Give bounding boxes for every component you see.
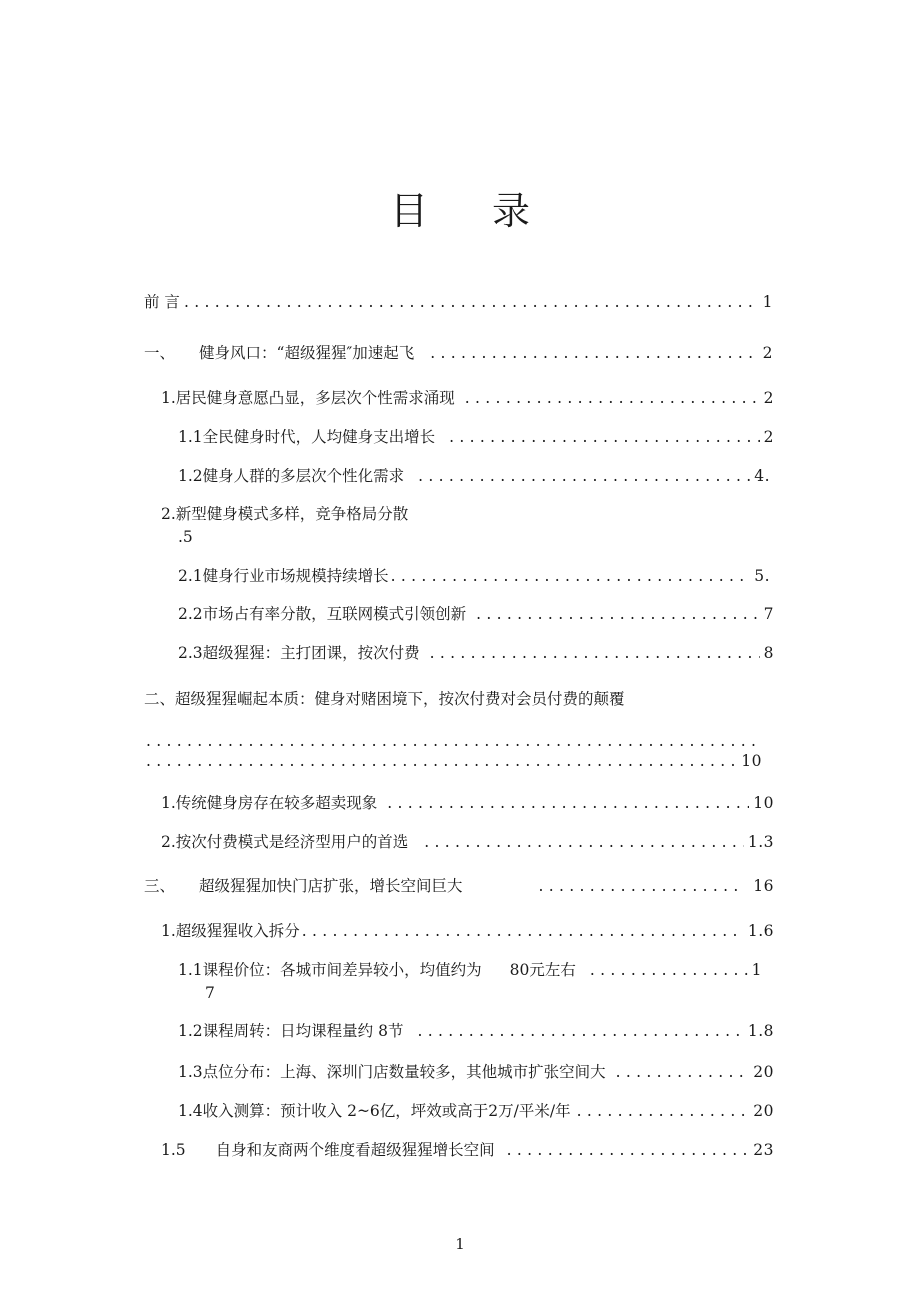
toc-entry-3-1-4[interactable] [178,1101,774,1121]
toc-label: 1.3点位分布：上海、深圳门店数量较多，其他城市扩张空间大 [178,1063,606,1081]
toc-leader [391,566,751,586]
toc-entry-3-1-1[interactable] [178,960,762,980]
toc-chapter-title: 超级猩猩加快门店扩张，增长空间巨大 [199,877,463,895]
toc-leader [387,793,749,813]
toc-entry-1-2-page [178,527,193,547]
toc-entry-1-2-2[interactable] [178,604,774,624]
toc-entry-3-1-5[interactable] [161,1140,774,1160]
toc-entry-preface[interactable] [144,292,773,312]
toc-label: 1.1课程价位：各城市间差异较小，均值约为 80元左右 [178,961,576,979]
toc-page-number: 16 [753,877,774,895]
toc-page-number: 1 [762,293,773,311]
toc-entry-3-1-3[interactable] [178,1062,774,1082]
toc-page-number: 10 [753,794,774,812]
toc-label: 2.2市场占有率分散，互联网模式引领创新 [178,605,467,623]
toc-page-number: 2 [762,344,773,362]
toc-leader [430,343,758,363]
toc-leader [539,876,738,896]
toc-entry-chapter-2[interactable] [144,689,625,709]
toc-entry-1-2-3[interactable] [178,643,774,663]
toc-label: 1.4收入测算：预计收入 2~6亿，坪效或高于2万/平米/年 [178,1102,571,1120]
toc-entry-chapter-3[interactable] [144,876,774,896]
toc-leader [616,1062,750,1082]
toc-label [144,876,463,896]
toc-page-number: 23 [753,1141,774,1159]
toc-leader [146,751,737,771]
toc-entry-2-2[interactable] [161,832,774,852]
toc-page-number: 2 [763,389,774,407]
toc-page-number: 1 [751,961,762,979]
toc-page-number: 1.3 [747,833,774,851]
toc-page-number: 1.6 [747,922,774,940]
toc-page-number: 7 [205,984,215,1002]
toc-chapter-number: 一、 [144,344,176,362]
toc-entry-chapter-1[interactable] [144,343,773,363]
toc-entry-1-2-1[interactable] [178,566,770,586]
toc-entry-3-1-1-page [205,983,215,1003]
toc-leader [476,604,759,624]
toc-label: 二、超级猩猩崛起本质：健身对赌困境下，按次付费对会员付费的颠覆 [144,690,625,708]
toc-page-number: 7 [763,605,774,623]
toc-leader [184,292,759,312]
toc-label: 2.1健身行业市场规模持续增长 [178,567,389,585]
toc-entry-2-1[interactable] [161,793,774,813]
toc-page-number: 20 [753,1102,774,1120]
toc-leader [430,643,760,663]
toc-page-number: .5 [178,528,193,546]
toc-label [144,343,414,363]
toc-label: 1.居民健身意愿凸显，多层次个性需求涌现 [161,389,455,407]
toc-label: 1.传统健身房存在较多超卖现象 [161,794,378,812]
toc-leader [590,960,748,980]
toc-leader [417,1021,743,1041]
toc-page-number: 10 [741,752,762,770]
toc-chapter-title: 健身风口：“超级猩猩″加速起飞 [199,344,415,362]
toc-leader [302,921,744,941]
toc-entry-1-1-2[interactable] [178,466,770,486]
toc-label: 1.2健身人群的多层次个性化需求 [178,467,405,485]
toc-page-number: 8 [763,644,774,662]
toc-label: 2.新型健身模式多样，竞争格局分散 [161,505,409,523]
toc-label: 1.1全民健身时代，人均健身支出增长 [178,428,436,446]
toc-entry-3-1[interactable] [161,921,774,941]
toc-page-number: 5. [754,567,770,585]
toc-label: 2.3超级猩猩：主打团课，按次付费 [178,644,420,662]
toc-entry-1-1-1[interactable] [178,427,774,447]
toc-page-number: 20 [753,1063,774,1081]
toc-leader [146,731,760,751]
page-title: 目 录 [389,189,557,233]
toc-chapter-number: 三、 [144,877,176,895]
toc-entry-chapter-2-page [146,751,762,771]
toc-page-number: 4. [754,467,770,485]
page-footer-number: 1 [455,1235,465,1253]
toc-entry-3-1-2[interactable] [178,1021,774,1041]
toc-label: 1.2课程周转：日均课程量约 8节 [178,1022,404,1040]
toc-page-number: 2 [763,428,774,446]
toc-leader [507,1140,750,1160]
toc-label: 2.按次付费模式是经济型用户的首选 [161,833,409,851]
toc-page-number: 1.8 [747,1022,774,1040]
toc-leader [577,1101,750,1121]
toc-leader [449,427,759,447]
toc-label: 1.5 自身和友商两个维度看超级猩猩增长空间 [161,1141,495,1159]
toc-leader [424,832,744,852]
toc-entry-1-2[interactable] [161,504,408,524]
toc-leader [418,466,750,486]
toc-label: 前 言 [144,293,180,311]
toc-leader [465,388,760,408]
toc-entry-1-1[interactable] [161,388,774,408]
toc-label: 1.超级猩猩收入拆分 [161,922,300,940]
